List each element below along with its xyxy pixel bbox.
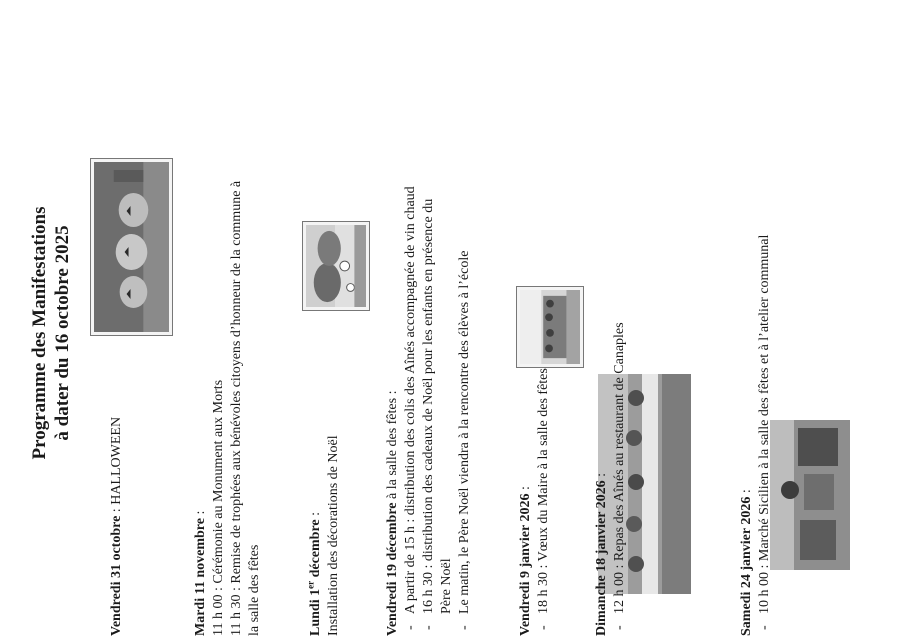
bullet-text: Père Noël <box>439 558 454 614</box>
bullet-item <box>456 16 474 636</box>
event-decorations <box>307 16 343 636</box>
bullet-text: 10 h 00 : Marché Sicilien à la salle des fêtes et à l’atelier communal <box>757 234 772 614</box>
event-separator: : <box>594 472 609 481</box>
event-separator: : <box>739 489 754 497</box>
event-sicilian-market <box>738 16 774 636</box>
bullet-text: Le matin, le Père Noël viendra à la rencontre des élèves à l’école <box>457 250 472 614</box>
event-christmas <box>384 16 474 636</box>
bullet-item <box>535 16 553 636</box>
event-separator: : <box>109 504 124 516</box>
bullet-item <box>402 16 420 636</box>
event-elders-meal <box>593 16 629 636</box>
bullet-item <box>611 16 629 636</box>
event-date-suffix: er <box>305 580 316 589</box>
event-line: 11 h 00 : Cérémonie au Monument aux Morts <box>211 379 226 636</box>
bullet-text: 16 h 30 : distribution des cadeaux de Noël pour les enfants en présence du <box>421 198 436 614</box>
event-armistice <box>192 16 264 636</box>
sicilian-market-photo <box>770 420 850 570</box>
event-date: Samedi 24 janvier 2026 <box>739 496 754 636</box>
event-line: Installation des décorations de Noël <box>326 435 341 636</box>
bullet-continuation <box>438 16 456 636</box>
event-line: 11 h 30 : Remise de trophées aux bénévoles citoyens d’honneur de la commune à <box>229 180 244 636</box>
event-line: la salle des fêtes <box>247 544 262 636</box>
event-date: Vendredi 9 janvier 2026 <box>518 493 533 636</box>
bullet-text: A partir de 15 h : distribution des colis des Aînés accompagnée de vin chaud <box>403 186 418 614</box>
bullet-text: 18 h 30 : Vœux du Maire à la salle des fêtes <box>536 368 551 614</box>
event-date-day: Lundi 1 <box>308 588 323 636</box>
event-date <box>305 519 323 636</box>
event-separator: à la salle des fêtes : <box>385 390 400 503</box>
event-separator: : <box>518 486 533 494</box>
bullet-dash: - <box>536 625 551 630</box>
bullet-dash: - <box>457 625 472 630</box>
bullet-dash: - <box>757 625 772 630</box>
bullet-item <box>420 16 438 636</box>
document-title: Programme des Manifestations <box>29 206 50 460</box>
event-new-year-wishes <box>517 16 553 636</box>
event-date: Vendredi 31 octobre <box>109 515 124 636</box>
event-separator: : <box>308 511 323 520</box>
halloween-pumpkins-photo <box>90 158 173 336</box>
event-description: HALLOWEEN <box>109 416 124 505</box>
bullet-dash: - <box>612 625 627 630</box>
bullet-dash: - <box>403 625 418 630</box>
bullet-dash: - <box>421 625 436 630</box>
document-subtitle: à dater du 16 octobre 2025 <box>52 225 73 441</box>
bullet-text: 12 h 00 : Repas des Aînés au restaurant de Canaples <box>612 322 627 614</box>
event-separator: : <box>193 510 208 519</box>
event-date: Vendredi 19 décembre <box>385 502 400 636</box>
bullet-item <box>756 16 774 636</box>
event-date: Mardi 11 novembre <box>193 518 208 636</box>
event-date-month: décembre <box>308 519 323 581</box>
event-date: Dimanche 18 janvier 2026 <box>594 480 609 636</box>
